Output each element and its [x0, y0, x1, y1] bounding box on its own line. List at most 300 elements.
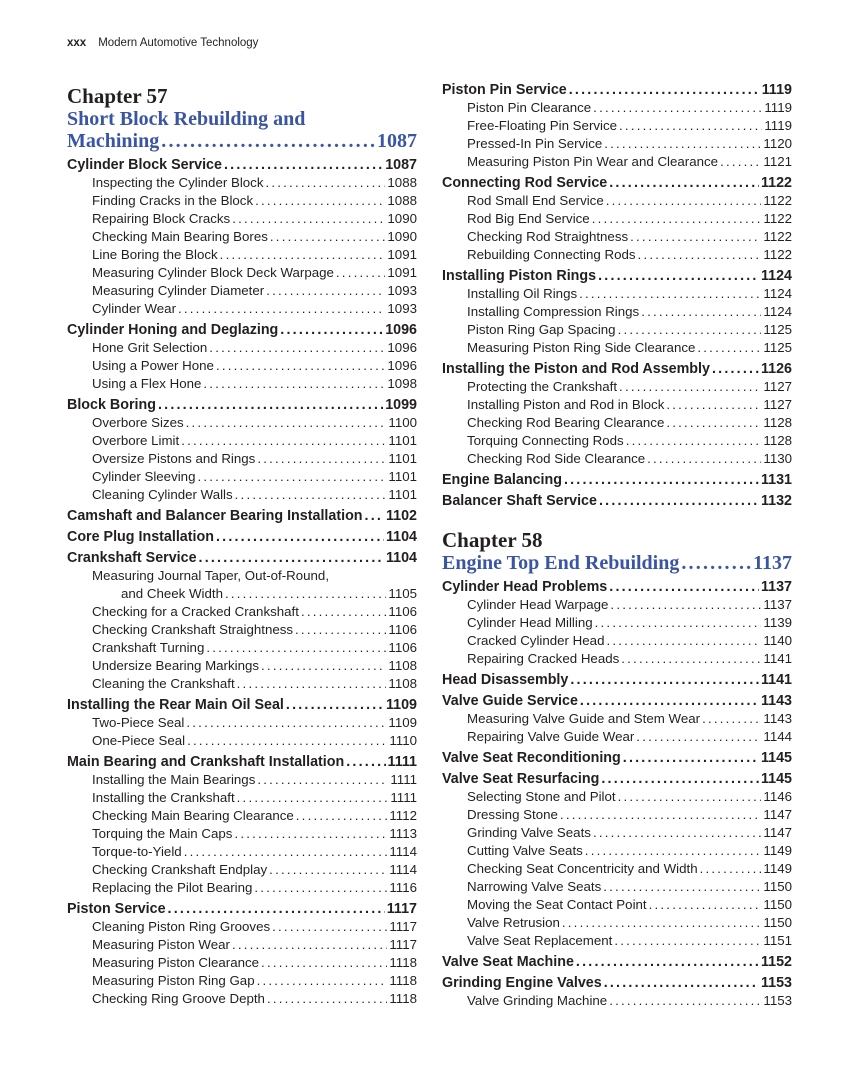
entry-title: Valve Guide Service [442, 693, 578, 709]
entry-page: 1101 [388, 469, 417, 484]
subsection-entry[interactable] [442, 414, 792, 432]
entry-title: Pressed-In Pin Service [467, 136, 603, 151]
entry-title: Piston Ring Gap Spacing [467, 322, 616, 337]
chapter-heading [67, 84, 417, 152]
entry-title: Installing Compression Rings [467, 304, 640, 319]
subsection-entry[interactable] [442, 228, 792, 246]
entry-title: Cylinder Head Warpage [467, 597, 609, 612]
dot-leader [187, 732, 387, 750]
entry-title: Cleaning Piston Ring Grooves [92, 919, 271, 934]
entry-page: 1104 [385, 529, 417, 545]
dot-leader [184, 843, 388, 861]
entry-page: 1106 [388, 604, 417, 619]
entry-page: 1109 [388, 715, 417, 730]
entry-page: 1087 [385, 157, 417, 173]
entry-page: 1144 [763, 729, 792, 744]
entry-title: Measuring Piston Ring Side Clearance [467, 340, 696, 355]
dot-leader [697, 339, 761, 357]
section-entry[interactable] [442, 953, 792, 971]
subsection-entry[interactable] [67, 432, 417, 450]
dot-leader [560, 806, 761, 824]
subsection-entry[interactable] [67, 339, 417, 357]
entry-page: 1101 [388, 487, 417, 502]
dot-leader [621, 650, 761, 668]
section-entry[interactable] [442, 692, 792, 710]
entry-page: 1125 [763, 340, 792, 355]
dot-leader [261, 954, 387, 972]
subsection-entry[interactable] [442, 896, 792, 914]
dot-leader [232, 936, 387, 954]
dot-leader [604, 135, 761, 153]
section-entry[interactable] [442, 749, 792, 767]
dot-leader [234, 825, 387, 843]
dot-leader [595, 614, 762, 632]
entry-title: and Cheek Width [121, 586, 223, 601]
dot-leader [579, 285, 761, 303]
section-entry[interactable] [67, 900, 417, 918]
dot-leader [301, 603, 386, 621]
subsection-entry[interactable] [67, 771, 417, 789]
dot-leader [161, 130, 375, 152]
section-entry[interactable] [442, 360, 792, 378]
entry-title: Camshaft and Balancer Bearing Installation [67, 508, 363, 524]
subsection-entry[interactable] [442, 932, 792, 950]
entry-title: Checking Seat Concentricity and Width [467, 861, 698, 876]
dot-leader [286, 696, 384, 714]
entry-page: 1120 [763, 136, 792, 151]
entry-page: 1150 [763, 915, 792, 930]
dot-leader [562, 914, 762, 932]
entry-title: Selecting Stone and Pilot [467, 789, 616, 804]
subsection-entry[interactable] [442, 339, 792, 357]
dot-leader [681, 552, 751, 574]
entry-title: Torque-to-Yield [92, 844, 182, 859]
dot-leader [346, 753, 385, 771]
subsection-entry[interactable] [67, 174, 417, 192]
entry-page: 1140 [763, 633, 792, 648]
subsection-entry[interactable] [442, 824, 792, 842]
subsection-entry[interactable] [67, 714, 417, 732]
entry-title: Repairing Valve Guide Wear [467, 729, 635, 744]
chapter-heading [442, 528, 792, 574]
entry-page: 1111 [390, 790, 417, 805]
subsection-entry-line[interactable]: Measuring Journal Taper, Out-of-Round, [92, 568, 330, 583]
entry-title: Piston Service [67, 901, 166, 917]
entry-title: Repairing Block Cracks [92, 211, 231, 226]
entry-page: 1128 [763, 433, 792, 448]
entry-page: 1121 [763, 154, 792, 169]
subsection-entry[interactable] [67, 414, 417, 432]
entry-title: Measuring Piston Ring Gap [92, 973, 255, 988]
dot-leader [261, 657, 386, 675]
section-entry[interactable] [442, 492, 792, 510]
entry-title: Cylinder Head Problems [442, 579, 608, 595]
subsection-entry[interactable] [442, 246, 792, 264]
entry-title: Checking Main Bearing Bores [92, 229, 268, 244]
dot-leader [296, 807, 388, 825]
entry-page: 1117 [386, 901, 417, 917]
subsection-entry[interactable] [67, 282, 417, 300]
dot-leader [570, 671, 759, 689]
section-entry[interactable] [67, 507, 417, 525]
subsection-entry[interactable] [67, 486, 417, 504]
subsection-entry[interactable] [67, 732, 417, 750]
entry-title: Cleaning the Crankshaft [92, 676, 235, 691]
entry-title: Measuring Cylinder Diameter [92, 283, 265, 298]
dot-leader [614, 932, 761, 950]
subsection-entry[interactable] [442, 378, 792, 396]
entry-title: Grinding Valve Seats [467, 825, 591, 840]
section-entry[interactable] [67, 321, 417, 339]
dot-leader [623, 749, 759, 767]
entry-title: Valve Seat Replacement [467, 933, 613, 948]
dot-leader [592, 210, 762, 228]
subsection-entry[interactable] [442, 842, 792, 860]
entry-page: 1147 [763, 825, 792, 840]
entry-page: 1145 [760, 771, 792, 787]
entry-page: 1111 [387, 754, 417, 770]
dot-leader [649, 896, 762, 914]
entry-page: 1111 [390, 772, 417, 787]
dot-leader [619, 117, 762, 135]
subsection-entry[interactable] [67, 300, 417, 318]
entry-page: 1143 [763, 711, 792, 726]
entry-title: Cylinder Block Service [67, 157, 222, 173]
entry-title: Moving the Seat Contact Point [467, 897, 647, 912]
subsection-entry[interactable] [442, 432, 792, 450]
entry-page: 1132 [760, 493, 792, 509]
section-entry[interactable] [67, 396, 417, 414]
dot-leader [232, 210, 385, 228]
entry-title: Two-Piece Seal [92, 715, 185, 730]
entry-title: Cylinder Wear [92, 301, 176, 316]
dot-leader [593, 824, 761, 842]
subsection-entry[interactable] [67, 861, 417, 879]
entry-title: Valve Seat Machine [442, 954, 574, 970]
chapter-page: 1087 [377, 130, 417, 152]
entry-title: Replacing the Pilot Bearing [92, 880, 253, 895]
subsection-entry[interactable] [442, 878, 792, 896]
entry-title: Valve Retrusion [467, 915, 560, 930]
entry-page: 1141 [760, 672, 792, 688]
entry-page: 1126 [760, 361, 792, 377]
entry-title: Dressing Stone [467, 807, 558, 822]
entry-title: Free-Floating Pin Service [467, 118, 618, 133]
entry-title: Connecting Rod Service [442, 175, 608, 191]
entry-page: 1122 [763, 211, 792, 226]
section-entry[interactable] [442, 471, 792, 489]
entry-page: 1112 [389, 808, 417, 823]
subsection-entry[interactable] [67, 192, 417, 210]
dot-leader [237, 789, 389, 807]
dot-leader [647, 450, 761, 468]
running-header [67, 37, 258, 49]
dot-leader [603, 878, 761, 896]
entry-page: 1137 [760, 579, 792, 595]
entry-page: 1091 [387, 265, 417, 280]
dot-leader [280, 321, 383, 339]
dot-leader [178, 300, 385, 318]
entry-page: 1127 [763, 379, 792, 394]
dot-leader [564, 471, 759, 489]
subsection-entry[interactable] [67, 879, 417, 897]
subsection-entry[interactable] [442, 650, 792, 668]
entry-page: 1117 [389, 919, 417, 934]
entry-title: Checking Main Bearing Clearance [92, 808, 294, 823]
subsection-entry[interactable] [442, 728, 792, 746]
section-entry[interactable] [442, 578, 792, 596]
dot-leader [257, 972, 388, 990]
subsection-entry[interactable] [67, 585, 417, 603]
section-entry[interactable] [442, 267, 792, 285]
dot-leader [702, 710, 761, 728]
entry-title: Measuring Valve Guide and Stem Wear [467, 711, 701, 726]
entry-title: Measuring Piston Wear [92, 937, 230, 952]
entry-page: 1108 [388, 658, 417, 673]
entry-page: 1114 [389, 844, 417, 859]
entry-title: Checking for a Cracked Crankshaft [92, 604, 299, 619]
dot-leader [272, 918, 387, 936]
subsection-entry[interactable] [442, 450, 792, 468]
entry-page: 1131 [760, 472, 792, 488]
dot-leader [257, 450, 386, 468]
entry-title: Overbore Sizes [92, 415, 184, 430]
subsection-entry[interactable] [67, 375, 417, 393]
subsection-entry[interactable] [442, 192, 792, 210]
dot-leader [186, 714, 386, 732]
entry-title: Rod Big End Service [467, 211, 590, 226]
entry-title: Finding Cracks in the Block [92, 193, 254, 208]
subsection-entry[interactable] [67, 210, 417, 228]
entry-page: 1118 [389, 955, 417, 970]
entry-page: 1106 [388, 622, 417, 637]
subsection-entry[interactable] [442, 321, 792, 339]
entry-page: 1152 [760, 954, 792, 970]
dot-leader [209, 339, 385, 357]
entry-title: Using a Flex Hone [92, 376, 202, 391]
subsection-entry[interactable] [67, 972, 417, 990]
entry-page: 1101 [388, 451, 417, 466]
subsection-entry[interactable] [442, 806, 792, 824]
entry-title: Rebuilding Connecting Rods [467, 247, 636, 262]
entry-title: Installing the Crankshaft [92, 790, 235, 805]
subsection-entry[interactable] [67, 264, 417, 282]
dot-leader [593, 99, 762, 117]
entry-title: Installing Piston and Rod in Block [467, 397, 665, 412]
subsection-entry[interactable] [67, 990, 417, 1008]
dot-leader [181, 432, 386, 450]
dot-leader [186, 414, 387, 432]
book-title: Modern Automotive Technology [98, 37, 259, 49]
dot-leader [700, 860, 762, 878]
dot-leader [237, 675, 387, 693]
entry-page: 1151 [763, 933, 792, 948]
entry-page: 1102 [385, 508, 417, 524]
entry-title: Valve Grinding Machine [467, 993, 608, 1008]
dot-leader [295, 621, 386, 639]
dot-leader [235, 486, 387, 504]
entry-title: One-Piece Seal [92, 733, 186, 748]
entry-title: Cracked Cylinder Head [467, 633, 605, 648]
subsection-entry[interactable] [67, 843, 417, 861]
entry-title: Checking Crankshaft Endplay [92, 862, 268, 877]
entry-page: 1124 [763, 304, 792, 319]
section-entry[interactable] [67, 753, 417, 771]
entry-title: Torquing the Main Caps [92, 826, 233, 841]
entry-page: 1122 [763, 229, 792, 244]
dot-leader [225, 585, 386, 603]
entry-page: 1141 [763, 651, 792, 666]
subsection-entry[interactable] [67, 807, 417, 825]
subsection-entry[interactable] [442, 632, 792, 650]
entry-page: 1098 [387, 376, 417, 391]
entry-page: 1096 [387, 340, 417, 355]
chapter-title: Machining [67, 130, 160, 152]
chapter-page: 1137 [753, 552, 792, 574]
subsection-entry[interactable] [67, 246, 417, 264]
entry-title: Block Boring [67, 397, 156, 413]
entry-title: Cylinder Honing and Deglazing [67, 322, 279, 338]
entry-title: Rod Small End Service [467, 193, 604, 208]
subsection-entry[interactable] [442, 860, 792, 878]
subsection-entry[interactable] [67, 675, 417, 693]
section-entry[interactable] [442, 770, 792, 788]
subsection-entry[interactable] [67, 621, 417, 639]
subsection-entry[interactable] [442, 303, 792, 321]
dot-leader [720, 153, 761, 171]
entry-page: 1153 [763, 993, 792, 1008]
dot-leader [606, 632, 761, 650]
subsection-entry[interactable] [442, 992, 792, 1010]
entry-page: 1118 [389, 973, 417, 988]
section-entry[interactable] [442, 974, 792, 992]
section-entry[interactable] [442, 174, 792, 192]
entry-page: 1124 [760, 268, 792, 284]
subsection-entry[interactable] [67, 468, 417, 486]
subsection-entry[interactable] [442, 153, 792, 171]
entry-title: Valve Seat Reconditioning [442, 750, 621, 766]
subsection-entry[interactable] [67, 639, 417, 657]
dot-leader [269, 861, 387, 879]
subsection-entry[interactable] [442, 99, 792, 117]
subsection-entry[interactable] [67, 657, 417, 675]
dot-leader [598, 267, 759, 285]
entry-title: Cleaning Cylinder Walls [92, 487, 233, 502]
dot-leader [609, 578, 759, 596]
subsection-entry[interactable] [442, 285, 792, 303]
entry-page: 1143 [760, 693, 792, 709]
entry-page: 1153 [760, 975, 792, 991]
chapter-title-entry[interactable] [442, 552, 792, 574]
subsection-entry[interactable] [67, 357, 417, 375]
section-entry[interactable] [442, 671, 792, 689]
subsection-entry[interactable] [67, 603, 417, 621]
subsection-entry[interactable] [67, 918, 417, 936]
entry-page: 1090 [387, 229, 417, 244]
entry-title: Crankshaft Turning [92, 640, 205, 655]
toc-column-left [67, 80, 417, 1008]
dot-leader [220, 246, 386, 264]
section-entry[interactable] [67, 549, 417, 567]
subsection-entry[interactable] [442, 788, 792, 806]
dot-leader [267, 990, 387, 1008]
dot-leader [618, 321, 762, 339]
subsection-entry[interactable] [442, 117, 792, 135]
entry-page: 1110 [389, 733, 417, 748]
entry-title: Narrowing Valve Seats [467, 879, 602, 894]
dot-leader [712, 360, 759, 378]
dot-leader [609, 992, 761, 1010]
dot-leader [270, 228, 386, 246]
subsection-entry[interactable] [67, 825, 417, 843]
section-entry[interactable] [442, 81, 792, 99]
entry-title: Cutting Valve Seats [467, 843, 583, 858]
entry-page: 1119 [764, 118, 792, 133]
entry-page: 1118 [389, 991, 417, 1006]
subsection-entry[interactable] [67, 936, 417, 954]
entry-title: Installing Oil Rings [467, 286, 578, 301]
entry-title: Hone Grit Selection [92, 340, 208, 355]
entry-page: 1146 [763, 789, 792, 804]
dot-leader [638, 246, 762, 264]
subsection-entry[interactable] [67, 954, 417, 972]
dot-leader [585, 842, 762, 860]
subsection-entry[interactable] [442, 210, 792, 228]
entry-title: Installing Piston Rings [442, 268, 597, 284]
entry-title: Engine Balancing [442, 472, 562, 488]
section-entry[interactable] [67, 528, 417, 546]
entry-title: Protecting the Crankshaft [467, 379, 618, 394]
section-entry[interactable] [67, 696, 417, 714]
dot-leader [266, 282, 385, 300]
entry-title: Undersize Bearing Markings [92, 658, 260, 673]
chapter-title-entry[interactable] [67, 130, 417, 152]
subsection-entry[interactable] [442, 135, 792, 153]
dot-leader [206, 639, 386, 657]
entry-page: 1149 [763, 861, 792, 876]
subsection-entry[interactable] [442, 596, 792, 614]
subsection-entry[interactable] [442, 614, 792, 632]
entry-page: 1128 [763, 415, 792, 430]
entry-page: 1096 [385, 322, 417, 338]
dot-leader [666, 396, 761, 414]
entry-page: 1117 [389, 937, 417, 952]
dot-leader [216, 357, 385, 375]
section-entry[interactable] [67, 156, 417, 174]
entry-page: 1114 [389, 862, 417, 877]
entry-page: 1145 [760, 750, 792, 766]
entry-page: 1100 [388, 415, 417, 430]
entry-page: 1150 [763, 897, 792, 912]
dot-leader [203, 375, 385, 393]
entry-page: 1119 [764, 100, 792, 115]
subsection-entry[interactable] [67, 228, 417, 246]
dot-leader [576, 953, 759, 971]
dot-leader [255, 192, 385, 210]
dot-leader [636, 728, 761, 746]
subsection-entry[interactable] [67, 450, 417, 468]
entry-page: 1091 [387, 247, 417, 262]
dot-leader [580, 692, 759, 710]
entry-page: 1122 [763, 247, 792, 262]
subsection-entry[interactable] [442, 914, 792, 932]
entry-page: 1139 [763, 615, 792, 630]
entry-page: 1088 [387, 193, 417, 208]
subsection-entry[interactable] [442, 396, 792, 414]
dot-leader [604, 974, 759, 992]
subsection-entry[interactable] [67, 789, 417, 807]
subsection-entry[interactable] [442, 710, 792, 728]
